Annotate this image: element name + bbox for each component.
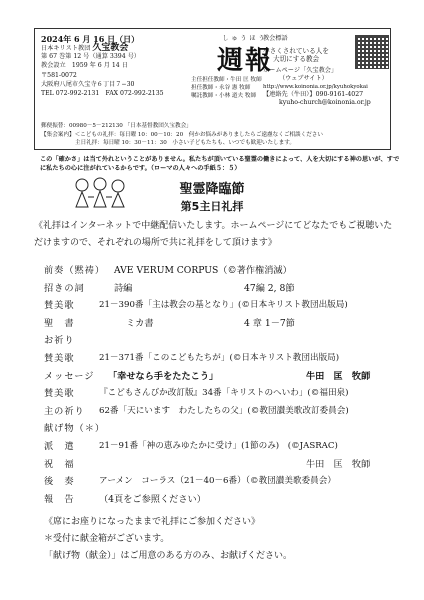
pastor-3: 嘱託教師・小林 道夫 牧師 (191, 93, 257, 99)
list-item: 前奏（黙祷） AVE VERUM CORPUS（©著作権消滅） (44, 265, 292, 276)
footer-note-2: ＊受付に献金箱がございます。 (44, 534, 170, 544)
list-item: メッセージ 「幸せなら手をたたこう」 牛田 匡 牧師 (44, 370, 371, 382)
newsletter-logo: 週報 (216, 46, 273, 76)
pastor-2: 担任教師・永谷 憲 牧師 (191, 85, 251, 91)
header-left (41, 35, 181, 98)
motto-line-1: 小さくされている人を (263, 47, 329, 56)
list-item: 献げ物（＊） (44, 423, 106, 435)
service-title: 第5主日礼拝 (180, 200, 244, 213)
motto-line-2: 大切にする教会 (273, 55, 320, 64)
list-item: 主の祈り 62番「天にいます わたしたちの父」(©教団讃美歌改訂委員会) (44, 405, 349, 417)
season-title: 聖霊降臨節 (179, 182, 245, 197)
list-item: 後 奏 アーメン コーラス（21－40－6番）（©教団讃美歌委員会） (44, 476, 336, 488)
homepage-label: ホームページ「久宝教会」 (263, 66, 338, 74)
footer-note-3: 「献げ物（献金）」はご用意のある方のみ、お献げください。 (44, 551, 293, 561)
intro-verse: この「確かさ」は当て外れということがありません。私たちが頂いている聖霊の働きによって、人を大切にする神の思いが、すでに私たちの心に注がれているからです。（ローマの人々への手紙５：５） (40, 156, 400, 172)
homepage-sub: （ウェブサイト） (279, 74, 328, 82)
worship-info: 主日礼拝：毎日曜 10：30－11：30 小さい子どもたちも、いつでも歓迎いたします。 (75, 140, 295, 146)
contact-email[interactable]: kyuho-church@koinonia.or.jp (279, 99, 371, 107)
church-name: 久宝教会 (92, 42, 129, 53)
address: 大阪府八尾市久宝寺６丁目７−30 (41, 80, 135, 88)
postal-code: 〒581-0072 (41, 72, 77, 80)
qr-code-icon[interactable] (355, 35, 389, 69)
list-item: 招きの詞 詩編 47編 2, 8節 (44, 282, 295, 294)
header-bottom (41, 122, 386, 148)
founded-date: 教会設立 1959 年 6 月 14 日 (41, 61, 128, 69)
phone-fax: TEL 072-992-2131 FAX 072-992-2135 (41, 89, 164, 97)
list-item: お祈り (44, 335, 75, 347)
postal-transfer: 郵便振替：00980－5－212130 「日本基督教団久宝教会」 (41, 123, 192, 129)
order-of-service (44, 262, 414, 508)
issue-number: 第 67 巻第 12 号（通算 3394 号） (41, 53, 140, 61)
list-item: 報 告 （4頁をご参照ください） (44, 493, 206, 505)
online-notice: 《礼拝はインターネットで中継配信いたします。ホームページにてどなたでもご視聴いただけますので、それぞれの場所で共に礼拝をして頂けます》 (34, 221, 393, 248)
list-item: 派 遣 21－91番「神の恵みゆたかに受け」(1節のみ) (©JASRAC) (44, 440, 338, 452)
title-furigana: しゅうほう (222, 35, 268, 42)
list-item: 賛美歌 21－371番「このこどもたちが」(©日本キリスト教団出版局) (44, 352, 340, 364)
footer-note-1: 《席にお座りになったままで礼拝にご参加ください》 (44, 517, 261, 527)
list-item: 賛美歌 21－390番「主は教会の基となり」(©日本キリスト教団出版局) (44, 300, 348, 312)
header-box (34, 28, 391, 150)
list-item: 賛美歌 『こどもさんびか改訂版』34番「キリストのへいわ」(©福田泉) (44, 388, 349, 400)
pastor-1: 主任担任教師・牛田 匡 牧師 (191, 77, 262, 83)
issue-date: 2024年 6 月 16 日（日） (41, 34, 140, 44)
gathering-info: 【集会案内】＜こどもの礼拝：毎日曜 10：00－10：20 何かお悩みがありましたらご遠慮なくご相談ください (41, 131, 323, 138)
motto-label: 教会標語 (263, 35, 288, 42)
denomination: 日本キリスト教団 (41, 44, 91, 52)
homepage-url[interactable]: http://www.koinonia.or.jp/kyuhokyokai (263, 84, 368, 91)
contact-phone: 【連絡先（牛田）】090-9161-4027 (263, 91, 364, 99)
list-item: 祝 福 牛田 匡 牧師 (44, 458, 371, 470)
footer-notes (44, 514, 404, 565)
list-item: 聖 書 ミカ書 4 章 1－7節 (44, 317, 295, 329)
